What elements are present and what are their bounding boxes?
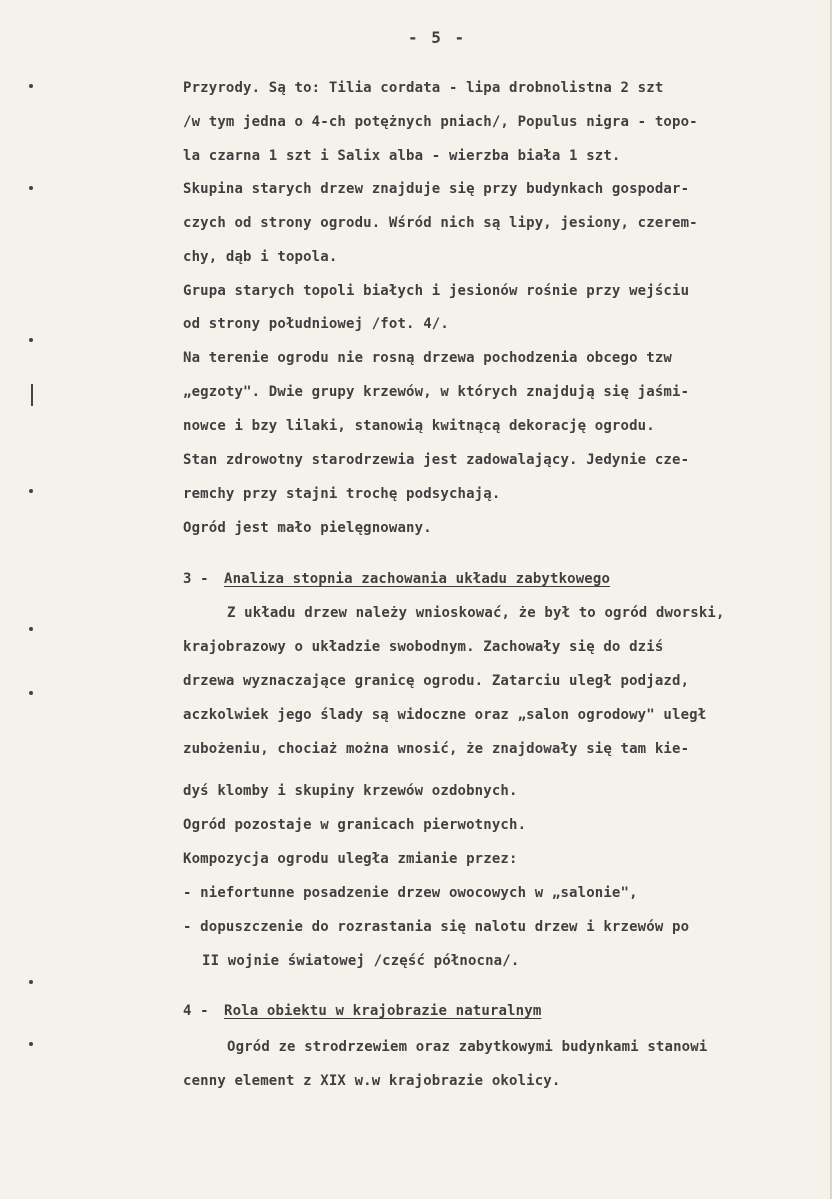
text-line: krajobrazowy o układzie swobodnym. Zachowały się do dziś [183, 639, 664, 655]
margin-tick [31, 384, 33, 406]
text-line: Przyrody. Są to: Tilia cordata - lipa drobnolistna 2 szt [183, 80, 664, 96]
margin-mark [29, 691, 33, 695]
text-line: Ogród pozostaje w granicach pierwotnych. [183, 817, 527, 833]
text-line: zubożeniu, chociaż można wnosić, że znajdowały się tam kie- [183, 741, 690, 757]
margin-mark [29, 1042, 33, 1046]
text-line: cenny element z XIX w.w krajobrazie okolicy. [183, 1073, 561, 1089]
margin-mark [29, 980, 33, 984]
margin-mark [29, 84, 33, 88]
margin-mark [29, 338, 33, 342]
text-line: /w tym jedna o 4-ch potężnych pniach/, Populus nigra - topo- [183, 114, 698, 130]
text-line: Ogród ze strodrzewiem oraz zabytkowymi budynkami stanowi [227, 1039, 708, 1055]
section-number: 4 - [183, 1003, 209, 1019]
list-item: - niefortunne posadzenie drzew owocowych w „salonie", [183, 885, 638, 901]
section-number: 3 - [183, 571, 209, 587]
text-line: czych od strony ogrodu. Wśród nich są lipy, jesiony, czerem- [183, 215, 698, 231]
text-line: Skupina starych drzew znajduje się przy budynkach gospodar- [183, 181, 690, 197]
text-line: „egzoty". Dwie grupy krzewów, w których znajdują się jaśmi- [183, 384, 690, 400]
text-line: la czarna 1 szt i Salix alba - wierzba biała 1 szt. [183, 148, 621, 164]
text-line: Stan zdrowotny starodrzewia jest zadowalający. Jedynie cze- [183, 452, 690, 468]
text-line: od strony południowej /fot. 4/. [183, 316, 449, 332]
text-line: Na terenie ogrodu nie rosną drzewa pochodzenia obcego tzw [183, 350, 672, 366]
text-line: Z układu drzew należy wnioskować, że był to ogród dworski, [227, 605, 725, 621]
text-line: dyś klomby i skupiny krzewów ozdobnych. [183, 783, 518, 799]
text-line: remchy przy stajni trochę podsychają. [183, 486, 501, 502]
margin-mark [29, 186, 33, 190]
text-line: Kompozycja ogrodu uległa zmianie przez: [183, 851, 518, 867]
text-line: chy, dąb i topola. [183, 249, 338, 265]
margin-mark [29, 627, 33, 631]
text-line: drzewa wyznaczające granicę ogrodu. Zatarciu uległ podjazd, [183, 673, 690, 689]
section-heading: Analiza stopnia zachowania układu zabytkowego [224, 571, 611, 587]
section-heading: Rola obiektu w krajobrazie naturalnym [224, 1003, 542, 1019]
page-number: - 5 - [408, 28, 467, 47]
text-line: Ogród jest mało pielęgnowany. [183, 520, 432, 536]
text-line: aczkolwiek jego ślady są widoczne oraz „salon ogrodowy" uległ [183, 707, 707, 723]
text-line: Grupa starych topoli białych i jesionów rośnie przy wejściu [183, 283, 690, 299]
list-item: II wojnie światowej /część północna/. [202, 953, 520, 969]
margin-mark [29, 489, 33, 493]
list-item: - dopuszczenie do rozrastania się nalotu drzew i krzewów po [183, 919, 690, 935]
text-line: nowce i bzy lilaki, stanowią kwitnącą dekorację ogrodu. [183, 418, 655, 434]
